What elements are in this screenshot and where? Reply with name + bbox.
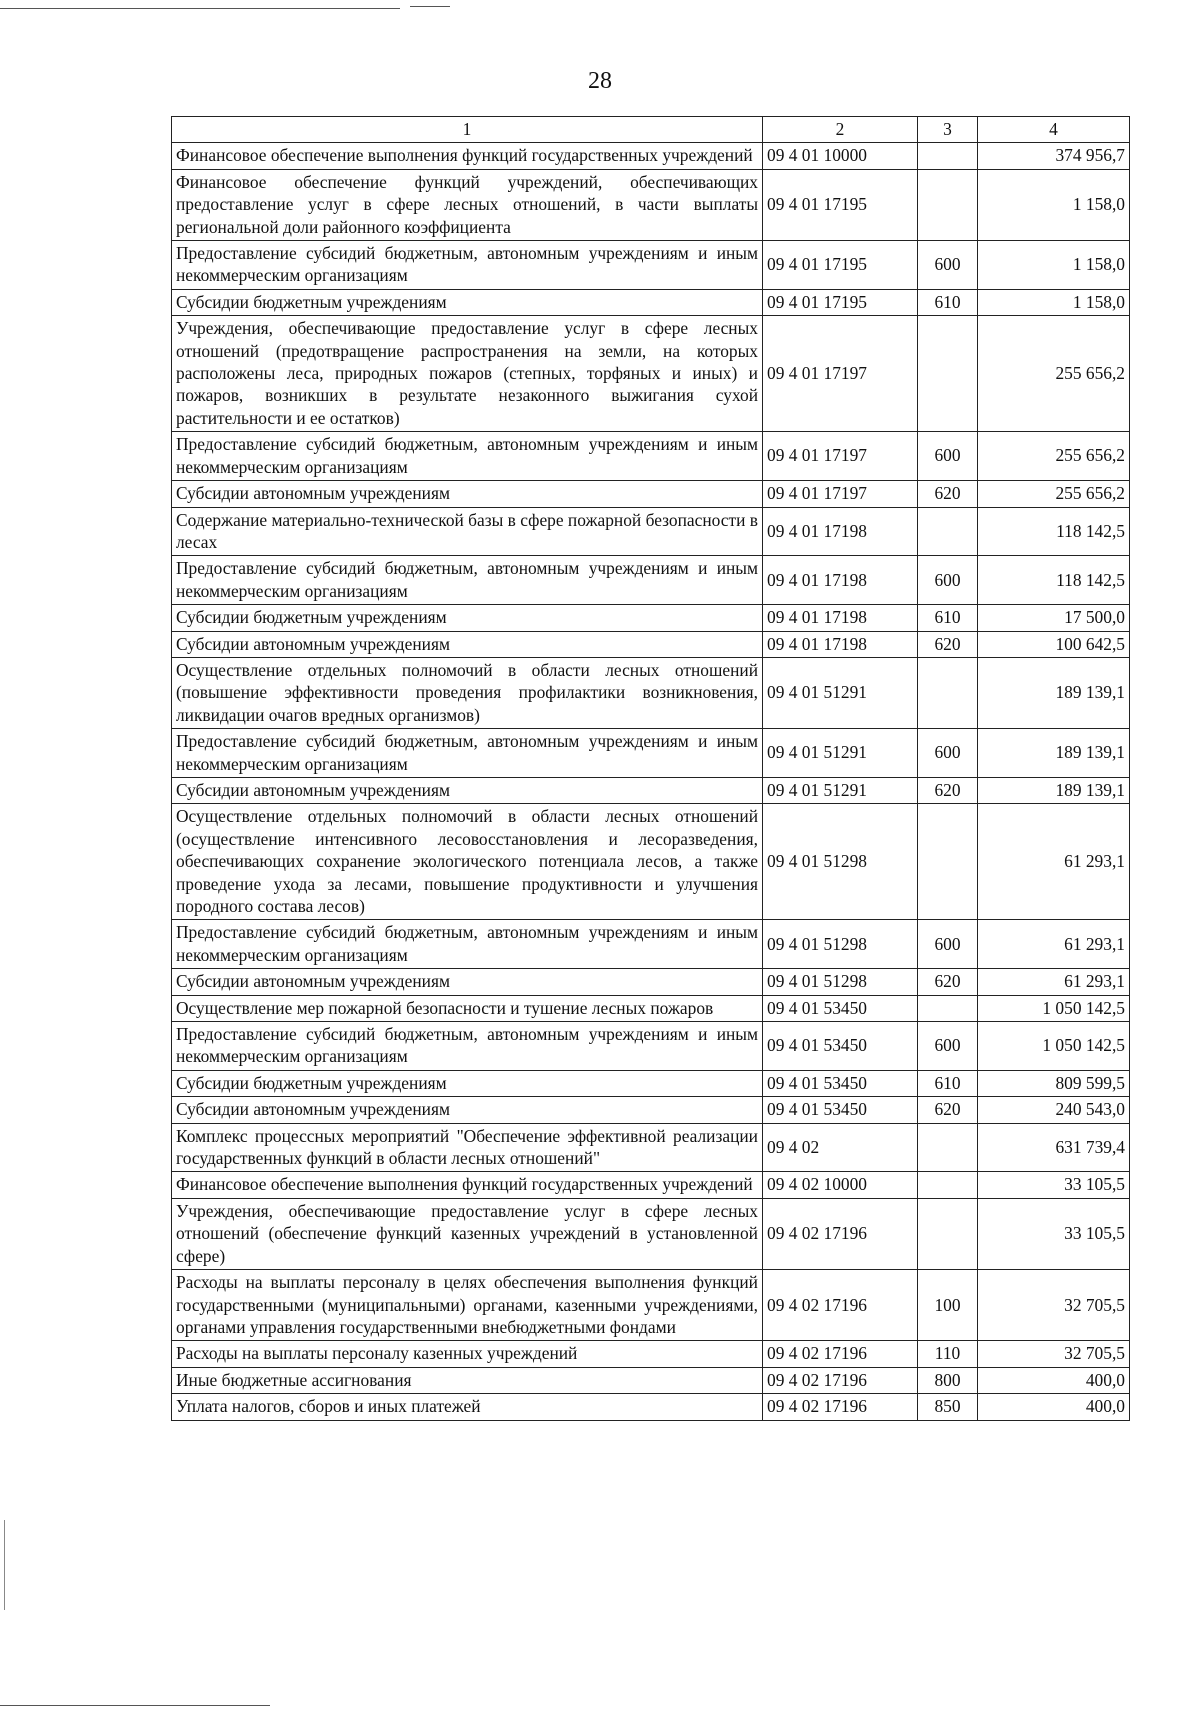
row-code-cell: 09 4 01 53450 <box>763 1022 918 1071</box>
row-amount-cell: 255 656,2 <box>978 481 1130 507</box>
table-row <box>172 804 1130 920</box>
row-expense-type-cell <box>918 507 978 556</box>
row-code-cell: 09 4 01 17197 <box>763 316 918 432</box>
row-expense-type-cell: 600 <box>918 1022 978 1071</box>
table-row <box>172 995 1130 1021</box>
row-expense-type-cell <box>918 316 978 432</box>
row-code-cell: 09 4 02 <box>763 1123 918 1172</box>
row-expense-type-cell: 620 <box>918 481 978 507</box>
table-row <box>172 289 1130 315</box>
table-row <box>172 657 1130 728</box>
row-expense-type-cell <box>918 1172 978 1198</box>
row-expense-type-cell <box>918 1123 978 1172</box>
table-row <box>172 605 1130 631</box>
row-code-cell: 09 4 01 51291 <box>763 657 918 728</box>
row-amount-cell: 255 656,2 <box>978 316 1130 432</box>
table-row <box>172 969 1130 995</box>
row-code-cell: 09 4 01 10000 <box>763 143 918 169</box>
row-expense-type-cell: 100 <box>918 1270 978 1341</box>
row-expense-type-cell <box>918 169 978 240</box>
column-number-3: 3 <box>918 117 978 143</box>
row-code-cell: 09 4 01 17198 <box>763 556 918 605</box>
table-row <box>172 1367 1130 1393</box>
table-row <box>172 1172 1130 1198</box>
row-name-cell: Уплата налогов, сборов и иных платежей <box>172 1394 763 1420</box>
row-amount-cell: 1 158,0 <box>978 169 1130 240</box>
row-expense-type-cell: 610 <box>918 1070 978 1096</box>
row-name-cell: Субсидии автономным учреждениям <box>172 481 763 507</box>
row-code-cell: 09 4 01 17195 <box>763 241 918 290</box>
row-code-cell: 09 4 01 51298 <box>763 804 918 920</box>
row-amount-cell: 1 050 142,5 <box>978 1022 1130 1071</box>
row-amount-cell: 1 158,0 <box>978 289 1130 315</box>
table-row <box>172 920 1130 969</box>
row-name-cell: Предоставление субсидий бюджетным, автономным учреждениям и иным некоммерческим организациям <box>172 920 763 969</box>
row-name-cell: Субсидии автономным учреждениям <box>172 1097 763 1123</box>
row-name-cell: Расходы на выплаты персоналу казенных учреждений <box>172 1341 763 1367</box>
table-row <box>172 1123 1130 1172</box>
row-amount-cell: 374 956,7 <box>978 143 1130 169</box>
scan-artifact-bottom-line <box>0 1705 270 1706</box>
table-row <box>172 481 1130 507</box>
row-expense-type-cell: 610 <box>918 605 978 631</box>
row-name-cell: Предоставление субсидий бюджетным, автономным учреждениям и иным некоммерческим организациям <box>172 432 763 481</box>
row-name-cell: Учреждения, обеспечивающие предоставление услуг в сфере лесных отношений (обеспечение функций казенных учреждений в установленной сфере) <box>172 1198 763 1269</box>
row-code-cell: 09 4 01 17195 <box>763 289 918 315</box>
row-code-cell: 09 4 01 53450 <box>763 1097 918 1123</box>
row-expense-type-cell: 600 <box>918 920 978 969</box>
row-expense-type-cell: 620 <box>918 969 978 995</box>
column-number-4: 4 <box>978 117 1130 143</box>
row-code-cell: 09 4 02 17196 <box>763 1394 918 1420</box>
row-code-cell: 09 4 02 17196 <box>763 1198 918 1269</box>
row-code-cell: 09 4 01 53450 <box>763 1070 918 1096</box>
row-expense-type-cell <box>918 143 978 169</box>
row-name-cell: Субсидии автономным учреждениям <box>172 969 763 995</box>
row-name-cell: Финансовое обеспечение функций учреждений, обеспечивающих предоставление услуг в сфере лесных отношений, в части выплаты региональной доли районного коэффициента <box>172 169 763 240</box>
row-name-cell: Осуществление отдельных полномочий в области лесных отношений (повышение эффективности проведения профилактики возникновения, ликвидации очагов вредных организмов) <box>172 657 763 728</box>
row-expense-type-cell <box>918 1198 978 1269</box>
row-name-cell: Комплекс процессных мероприятий "Обеспечение эффективной реализации государственных функций в области лесных отношений" <box>172 1123 763 1172</box>
column-number-1: 1 <box>172 117 763 143</box>
row-amount-cell: 61 293,1 <box>978 804 1130 920</box>
row-amount-cell: 32 705,5 <box>978 1341 1130 1367</box>
table-row <box>172 507 1130 556</box>
table-row <box>172 1341 1130 1367</box>
row-name-cell: Финансовое обеспечение выполнения функций государственных учреждений <box>172 143 763 169</box>
row-amount-cell: 33 105,5 <box>978 1198 1130 1269</box>
row-amount-cell: 631 739,4 <box>978 1123 1130 1172</box>
row-code-cell: 09 4 01 51291 <box>763 729 918 778</box>
row-name-cell: Иные бюджетные ассигнования <box>172 1367 763 1393</box>
row-code-cell: 09 4 01 17198 <box>763 631 918 657</box>
row-expense-type-cell: 600 <box>918 556 978 605</box>
row-name-cell: Субсидии бюджетным учреждениям <box>172 1070 763 1096</box>
row-expense-type-cell <box>918 995 978 1021</box>
row-name-cell: Финансовое обеспечение выполнения функций государственных учреждений <box>172 1172 763 1198</box>
row-name-cell: Осуществление отдельных полномочий в области лесных отношений (осуществление интенсивного лесовосстановления и лесоразведения, обеспечивающих сохранение экологического потенциала лесов, а также проведение ухода за лесами, повышение продуктивности и улучшения породного состава лесов) <box>172 804 763 920</box>
row-amount-cell: 118 142,5 <box>978 556 1130 605</box>
row-amount-cell: 100 642,5 <box>978 631 1130 657</box>
scan-artifact-top-line <box>0 8 400 9</box>
row-name-cell: Предоставление субсидий бюджетным, автономным учреждениям и иным некоммерческим организациям <box>172 556 763 605</box>
table-row <box>172 1198 1130 1269</box>
row-expense-type-cell <box>918 657 978 728</box>
page-number: 28 <box>588 68 612 94</box>
table-row <box>172 1070 1130 1096</box>
row-amount-cell: 32 705,5 <box>978 1270 1130 1341</box>
row-amount-cell: 118 142,5 <box>978 507 1130 556</box>
row-amount-cell: 400,0 <box>978 1367 1130 1393</box>
scan-artifact-left-line <box>4 1520 5 1610</box>
row-code-cell: 09 4 01 17197 <box>763 432 918 481</box>
row-code-cell: 09 4 01 51298 <box>763 969 918 995</box>
table-row <box>172 1270 1130 1341</box>
row-amount-cell: 400,0 <box>978 1394 1130 1420</box>
table-body <box>172 143 1130 1420</box>
table-row <box>172 1022 1130 1071</box>
row-amount-cell: 189 139,1 <box>978 777 1130 803</box>
row-name-cell: Учреждения, обеспечивающие предоставление услуг в сфере лесных отношений (предотвращение распространения на земли, на которых расположены леса, природных пожаров (степных, торфяных и иных) и пожаров, возникших в результате незаконного выжигания сухой растительности и ее остатков) <box>172 316 763 432</box>
row-name-cell: Предоставление субсидий бюджетным, автономным учреждениям и иным некоммерческим организациям <box>172 241 763 290</box>
row-code-cell: 09 4 01 17195 <box>763 169 918 240</box>
budget-table <box>171 116 1130 1421</box>
row-expense-type-cell: 610 <box>918 289 978 315</box>
row-code-cell: 09 4 01 17197 <box>763 481 918 507</box>
table-row <box>172 169 1130 240</box>
row-amount-cell: 33 105,5 <box>978 1172 1130 1198</box>
row-expense-type-cell: 620 <box>918 1097 978 1123</box>
row-name-cell: Содержание материально-технической базы в сфере пожарной безопасности в лесах <box>172 507 763 556</box>
row-name-cell: Предоставление субсидий бюджетным, автономным учреждениям и иным некоммерческим организациям <box>172 1022 763 1071</box>
row-code-cell: 09 4 01 17198 <box>763 605 918 631</box>
row-code-cell: 09 4 02 17196 <box>763 1270 918 1341</box>
row-code-cell: 09 4 02 17196 <box>763 1367 918 1393</box>
table-row <box>172 631 1130 657</box>
row-expense-type-cell: 600 <box>918 241 978 290</box>
row-expense-type-cell: 800 <box>918 1367 978 1393</box>
row-name-cell: Субсидии бюджетным учреждениям <box>172 289 763 315</box>
scan-artifact-top-line-2 <box>410 6 450 7</box>
row-expense-type-cell: 620 <box>918 631 978 657</box>
row-name-cell: Субсидии автономным учреждениям <box>172 777 763 803</box>
row-code-cell: 09 4 01 51291 <box>763 777 918 803</box>
table-row <box>172 432 1130 481</box>
row-amount-cell: 1 050 142,5 <box>978 995 1130 1021</box>
row-amount-cell: 189 139,1 <box>978 729 1130 778</box>
row-name-cell: Предоставление субсидий бюджетным, автономным учреждениям и иным некоммерческим организациям <box>172 729 763 778</box>
table-row <box>172 777 1130 803</box>
row-expense-type-cell: 620 <box>918 777 978 803</box>
table-row <box>172 556 1130 605</box>
row-amount-cell: 255 656,2 <box>978 432 1130 481</box>
table-row <box>172 1394 1130 1420</box>
table-row <box>172 143 1130 169</box>
column-number-2: 2 <box>763 117 918 143</box>
row-expense-type-cell: 600 <box>918 432 978 481</box>
table-header-row <box>172 117 1130 143</box>
row-expense-type-cell <box>918 804 978 920</box>
row-code-cell: 09 4 01 17198 <box>763 507 918 556</box>
row-amount-cell: 61 293,1 <box>978 969 1130 995</box>
row-name-cell: Осуществление мер пожарной безопасности и тушение лесных пожаров <box>172 995 763 1021</box>
row-expense-type-cell: 850 <box>918 1394 978 1420</box>
row-code-cell: 09 4 01 53450 <box>763 995 918 1021</box>
row-amount-cell: 1 158,0 <box>978 241 1130 290</box>
table-row <box>172 729 1130 778</box>
row-expense-type-cell: 110 <box>918 1341 978 1367</box>
row-name-cell: Субсидии автономным учреждениям <box>172 631 763 657</box>
row-expense-type-cell: 600 <box>918 729 978 778</box>
row-amount-cell: 809 599,5 <box>978 1070 1130 1096</box>
row-code-cell: 09 4 01 51298 <box>763 920 918 969</box>
row-name-cell: Расходы на выплаты персоналу в целях обеспечения выполнения функций государственными (муниципальными) органами, казенными учреждениями, органами управления государственными внебюджетными фондами <box>172 1270 763 1341</box>
row-amount-cell: 17 500,0 <box>978 605 1130 631</box>
row-code-cell: 09 4 02 10000 <box>763 1172 918 1198</box>
row-amount-cell: 61 293,1 <box>978 920 1130 969</box>
row-code-cell: 09 4 02 17196 <box>763 1341 918 1367</box>
row-amount-cell: 189 139,1 <box>978 657 1130 728</box>
row-amount-cell: 240 543,0 <box>978 1097 1130 1123</box>
table-row <box>172 1097 1130 1123</box>
table-row <box>172 241 1130 290</box>
row-name-cell: Субсидии бюджетным учреждениям <box>172 605 763 631</box>
table-row <box>172 316 1130 432</box>
